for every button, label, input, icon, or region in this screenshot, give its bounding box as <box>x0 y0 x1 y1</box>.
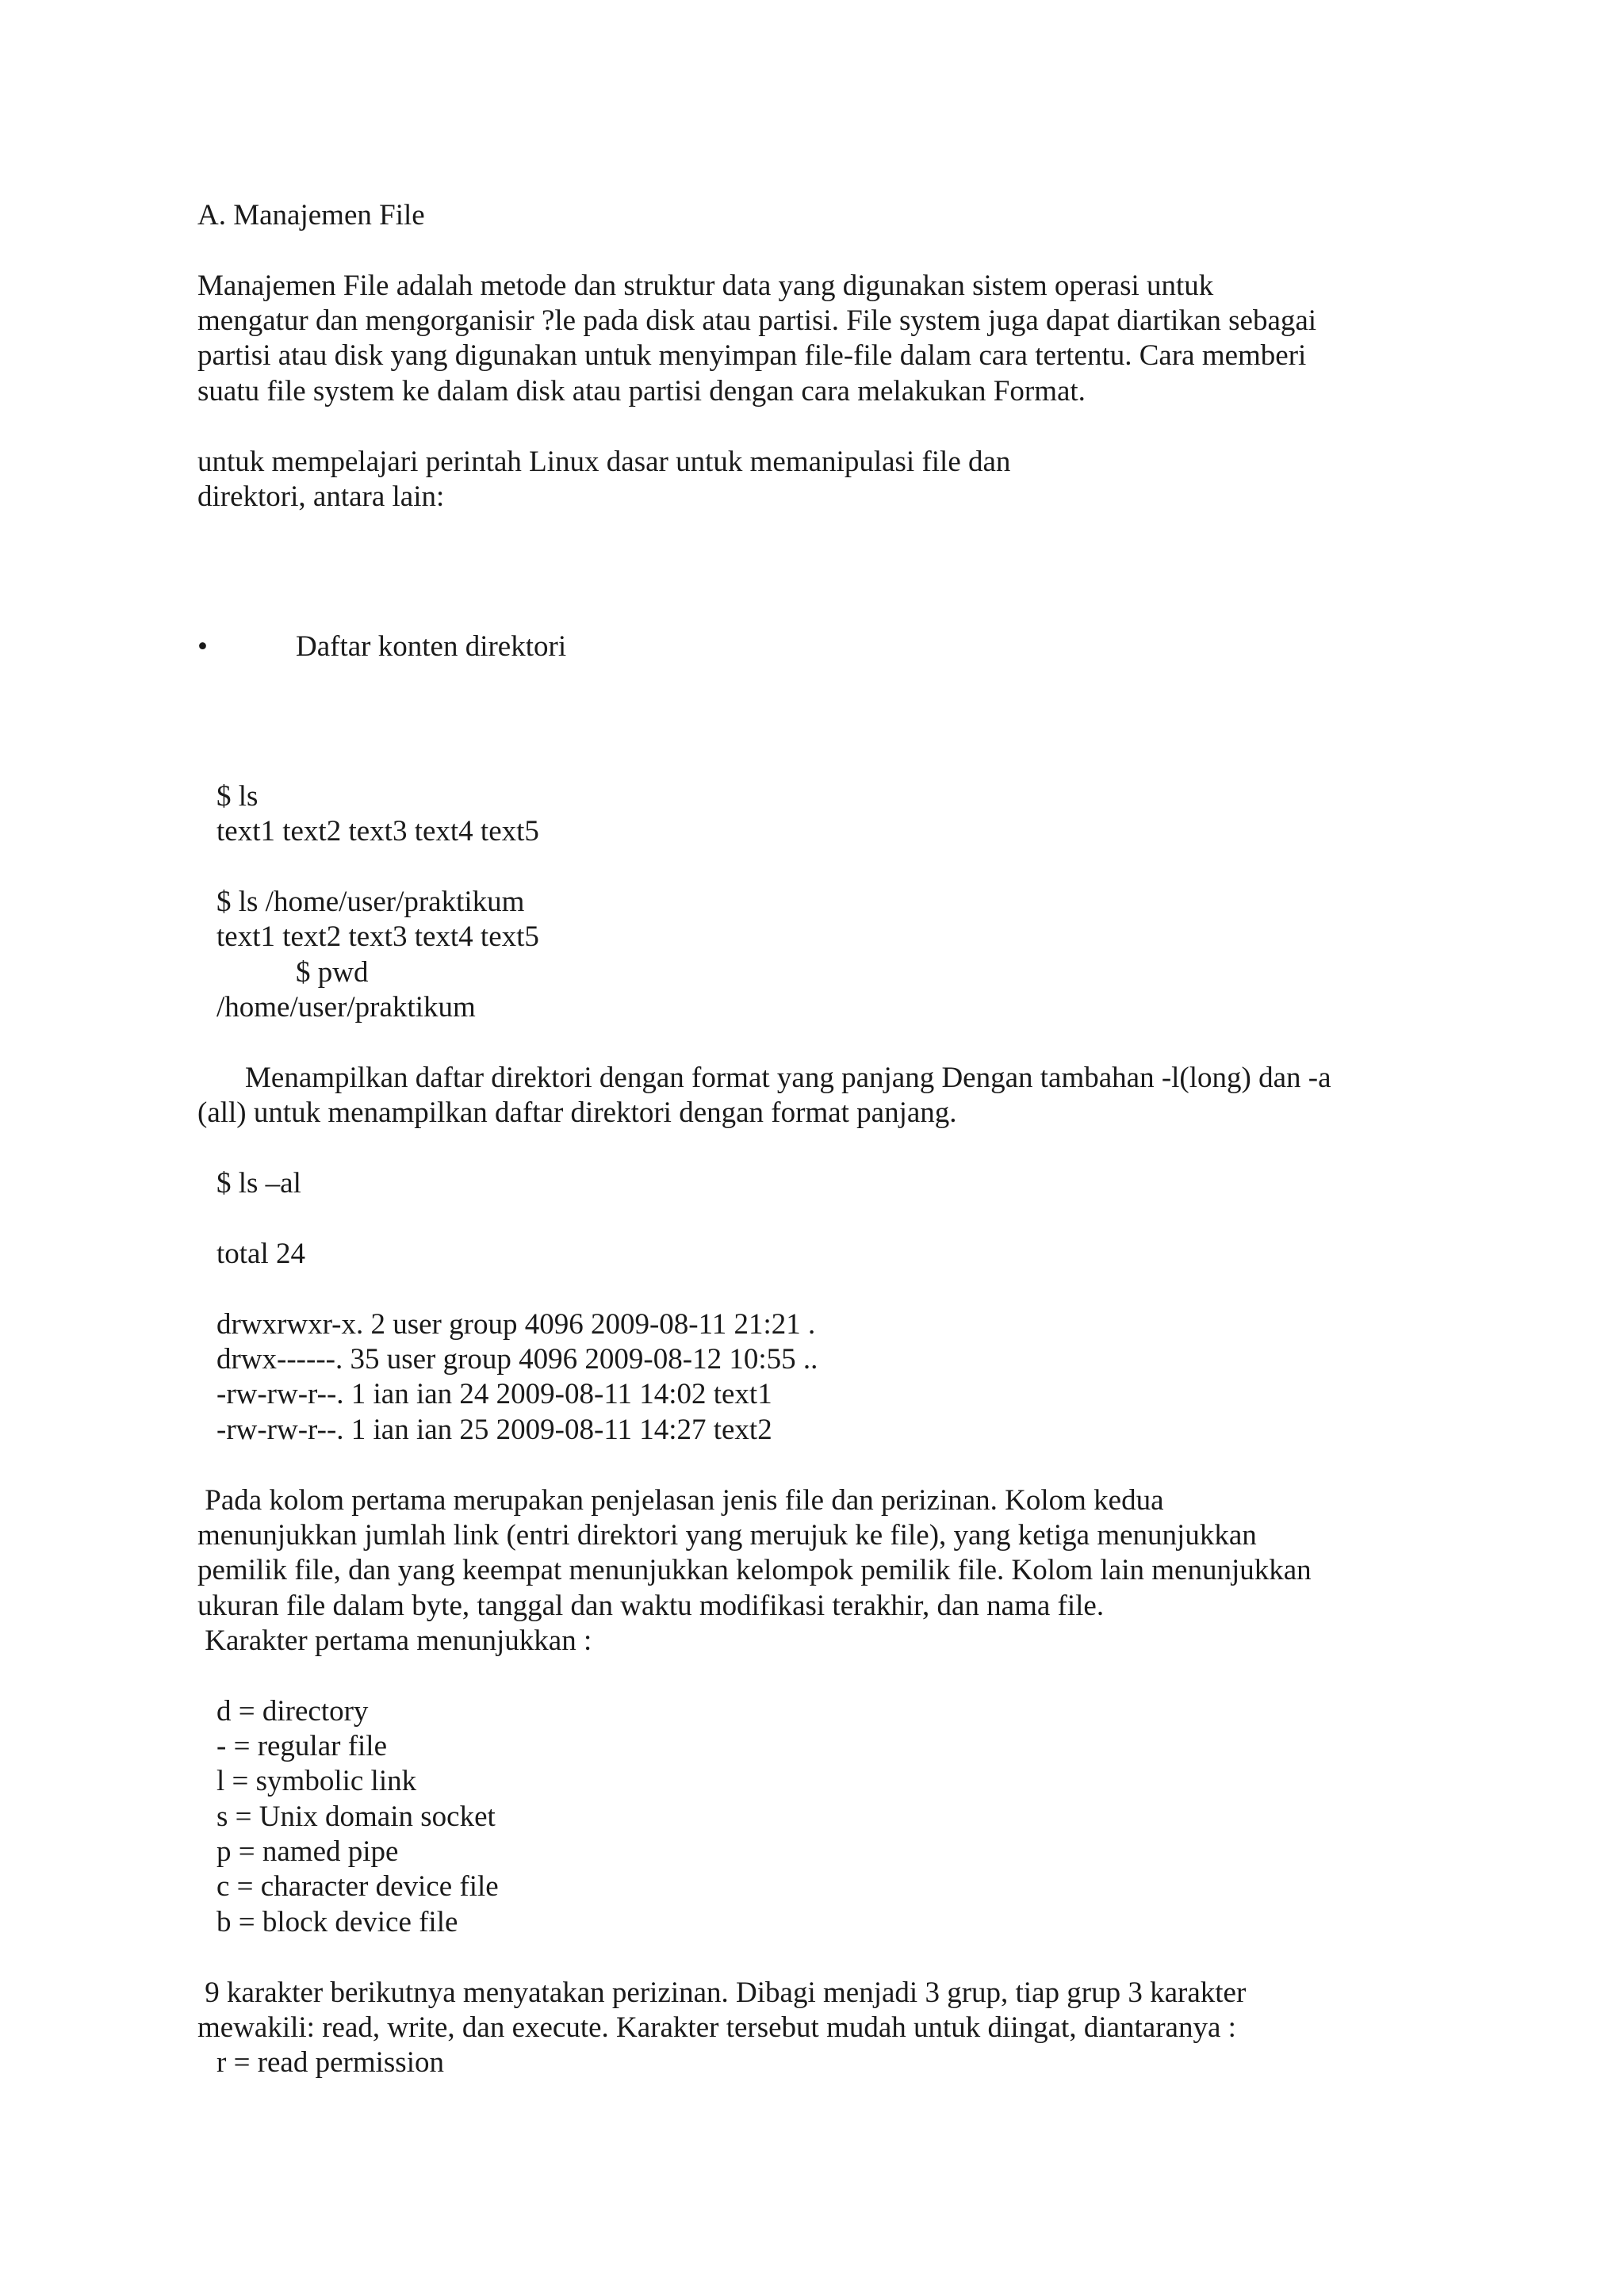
type-item: s = Unix domain socket <box>216 1800 496 1833</box>
lead-line-1: untuk mempelajari perintah Linux dasar untuk memanipulasi file dan <box>197 446 1011 478</box>
listing-row: drwxrwxr-x. 2 user group 4096 2009-08-11 21:21 . <box>216 1308 816 1341</box>
explanation-line-2: menunjukkan jumlah link (entri direktori yang merujuk ke file), yang ketiga menunjukkan <box>197 1519 1257 1552</box>
intro-line-1: Manajemen File adalah metode dan struktur data yang digunakan sistem operasi untuk <box>197 270 1214 302</box>
long-format-line-2: (all) untuk menampilkan daftar direktori dengan format panjang. <box>197 1096 957 1129</box>
type-item: p = named pipe <box>216 1835 399 1868</box>
listing-row: drwx------. 35 user group 4096 2009-08-12 10:55 .. <box>216 1343 818 1376</box>
intro-line-2: mengatur dan mengorganisir ?le pada disk atau partisi. File system juga dapat diartikan sebagai <box>197 304 1317 337</box>
listing-row: -rw-rw-r--. 1 ian ian 25 2009-08-11 14:27 text2 <box>216 1414 772 1446</box>
section-heading: A. Manajemen File <box>197 199 425 232</box>
lead-line-2: direktori, antara lain: <box>197 480 445 513</box>
terminal-command-ls-al: $ ls –al <box>216 1167 301 1200</box>
terminal-command-ls: $ ls <box>216 780 259 813</box>
intro-line-4: suatu file system ke dalam disk atau partisi dengan cara melakukan Format. <box>197 375 1086 408</box>
terminal-command-pwd: $ pwd <box>296 956 369 989</box>
terminal-output-ls: text1 text2 text3 text4 text5 <box>216 815 539 848</box>
explanation-line-4: ukuran file dalam byte, tanggal dan waktu modifikasi terakhir, dan nama file. <box>197 1590 1105 1622</box>
type-item: d = directory <box>216 1695 369 1728</box>
permissions-line-2: mewakili: read, write, dan execute. Karakter tersebut mudah untuk diingat, diantaranya : <box>197 2011 1236 2044</box>
permissions-line-1: 9 karakter berikutnya menyatakan perizinan. Dibagi menjadi 3 grup, tiap grup 3 karakter <box>197 1976 1247 2009</box>
type-item: - = regular file <box>216 1730 388 1762</box>
type-item: c = character device file <box>216 1870 499 1903</box>
long-format-line-1: Menampilkan daftar direktori dengan format yang panjang Dengan tambahan -l(long) dan -a <box>245 1062 1331 1094</box>
bullet-marker: • <box>197 630 208 663</box>
explanation-line-3: pemilik file, dan yang keempat menunjukkan kelompok pemilik file. Kolom lain menunjukkan <box>197 1554 1312 1586</box>
terminal-command-ls-path: $ ls /home/user/praktikum <box>216 886 525 918</box>
terminal-output-pwd: /home/user/praktikum <box>216 991 476 1024</box>
explanation-line-5: Karakter pertama menunjukkan : <box>197 1624 592 1657</box>
terminal-output-ls-path: text1 text2 text3 text4 text5 <box>216 920 539 953</box>
permission-read: r = read permission <box>216 2046 444 2079</box>
type-item: b = block device file <box>216 1906 458 1938</box>
type-item: l = symbolic link <box>216 1765 417 1797</box>
listing-row: -rw-rw-r--. 1 ian ian 24 2009-08-11 14:02 text1 <box>216 1378 772 1410</box>
bullet-item-text: Daftar konten direktori <box>296 630 567 663</box>
terminal-total: total 24 <box>216 1238 306 1270</box>
intro-line-3: partisi atau disk yang digunakan untuk menyimpan file-file dalam cara tertentu. Cara memberi <box>197 339 1307 372</box>
explanation-line-1: Pada kolom pertama merupakan penjelasan jenis file dan perizinan. Kolom kedua <box>197 1484 1164 1517</box>
